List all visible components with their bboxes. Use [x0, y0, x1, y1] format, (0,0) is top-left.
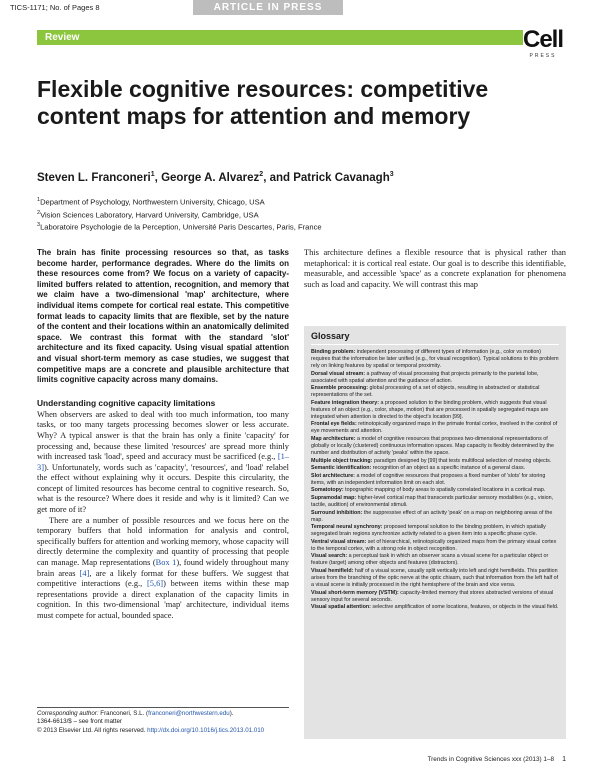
affiliation-text: Laboratoire Psychologie de la Perception, Université Paris Descartes, Paris, France	[40, 222, 322, 232]
left-column	[37, 248, 289, 622]
page-number: 1	[562, 756, 566, 763]
affiliation-mark: 2	[37, 209, 41, 216]
article-in-press-banner: ARTICLE IN PRESS	[193, 0, 343, 15]
body-text: ), found widely throughout many brain areas	[37, 558, 289, 578]
glossary-term: Visual search:	[311, 553, 348, 560]
glossary-definition: a perceptual task in which an observer scans a visual scene for a particular object or feature (target) among other objects and features (distractors).	[311, 553, 549, 567]
affiliation-mark: 1	[37, 197, 41, 203]
doi-link[interactable]: http://dx.doi.org/10.1016/j.tics.2013.01.010	[147, 726, 265, 734]
glossary-definition: retinotopically organized maps in the primate frontal cortex, involved in the control of eye movements and attention.	[311, 421, 558, 435]
author-separator: , and	[263, 171, 294, 184]
glossary-term: Semantic identification:	[311, 465, 372, 472]
reference-link[interactable]: [5,6]	[147, 579, 164, 589]
glossary-term: Somatotopy:	[311, 487, 344, 494]
copyright-text: © 2013 Elsevier Ltd. All rights reserved.	[37, 726, 148, 734]
issn-line: 1364-6613/$ – see front matter	[37, 718, 122, 726]
body-text: ). Unfortunately, words such as 'capacity', 'resources', and 'load' relabel the effect without explaining why it occurs. Despite this circularity, the concept of limited resources has become central to cognitive research. So, what is the resource? Where does it reside and why is it limited? Can we get more of it?	[37, 462, 289, 515]
glossary-item	[311, 524, 559, 538]
glossary-item	[311, 349, 559, 370]
author-list	[37, 171, 394, 184]
author-separator: ,	[154, 171, 162, 184]
cell-press-logo	[519, 28, 567, 59]
glossary-definition: a pathway of visual processing that projects primarily to the parietal lobe, associated with spatial attention and the guidance of action.	[311, 370, 539, 384]
glossary-definition: set of hierarchical, retinotopically organized maps from the primary visual cortex to the temporal cortex, with a strong role in object recognition.	[311, 538, 557, 552]
corresponding-author	[37, 710, 289, 718]
body-paragraph	[37, 410, 289, 516]
glossary-item	[311, 400, 559, 421]
corr-label: Corresponding author:	[37, 710, 99, 717]
body-text: There are a number of possible resources and we focus here on the temporary buffers that hold information for analysis and control, specifically buffers for attention and working memory, whose capacity will directly determine the complexity and quantity of processing that people can manage. Map representations (	[37, 515, 289, 568]
glossary-term: Visual hemifield:	[311, 567, 354, 574]
logo-subtext: PRESS	[529, 53, 557, 59]
glossary-list	[311, 349, 559, 611]
glossary-definition: selective amplification of some locations, features, or objects in the visual field.	[370, 604, 559, 611]
section-heading: Understanding cognitive capacity limitations	[37, 397, 216, 408]
author-name: Steven L. Franconeri	[37, 171, 151, 184]
body-text: When observers are asked to deal with too much information, too many tasks, or too many targets processing becomes slower or less accurate. Why? A typical answer is that the brain has only a finite 'capacity' for processing and, because these limited 'resources' are spread more thinly with increased task 'load', speed and accuracy must be sacrificed (e.g.,	[37, 409, 289, 462]
glossary-term: Visual short-term memory (VSTM):	[311, 589, 399, 596]
right-column	[304, 248, 566, 290]
author-affil-mark: 2	[259, 171, 264, 178]
glossary-definition: a model of cognitive resources that proposes two-dimensional representations of globally or locally (clustered) continuous information spaces. Map capacity is flexibly determined by the number and distribution of activity 'peaks' within the space.	[311, 435, 554, 456]
glossary-item	[311, 568, 559, 589]
glossary-definition: recognition of an object as a specific instance of a general class.	[371, 465, 526, 472]
glossary-term: Dorsal visual stream:	[311, 370, 366, 377]
affiliation	[37, 220, 322, 233]
reference-link[interactable]: [4]	[79, 568, 90, 578]
glossary-definition: a proposed solution to the binding problem, which suggests that visual features of an object (e.g., color, shape, motion) that are processed in spatially segregated maps are integrated when attention is directed to the object's location [99].	[311, 399, 549, 420]
glossary-term: Frontal eye fields:	[311, 421, 357, 428]
glossary-term: Binding problem:	[311, 349, 356, 355]
body-text: , are a likely format for these buffers. We suggest that competitive interactions (e.g.,	[37, 568, 289, 589]
glossary-definition: capacity-limited memory that stores abstracted versions of visual sensory input for several seconds.	[311, 589, 554, 603]
glossary-item	[311, 465, 559, 472]
logo-mark: Cell	[522, 26, 563, 53]
glossary-item	[311, 436, 559, 457]
glossary-definition: global processing of a set of objects, resulting in abstracted or statistical representations of the set.	[311, 385, 540, 399]
glossary-item	[311, 539, 559, 553]
glossary-definition: half of a visual scene, usually split vertically into left and right hemifields. This partition arises from the branching of the optic nerve at the optic chiasm, such that information from the left half of a visual scene is initially processed in the right hemisphere of the brain and vice versa.	[311, 567, 559, 588]
glossary-item	[311, 590, 559, 604]
glossary-item	[311, 510, 559, 524]
glossary-item	[311, 371, 559, 385]
glossary-term: Slot architecture:	[311, 472, 355, 479]
glossary-definition: the suppressive effect of an activity 'peak' on a map on neighboring areas of the map.	[311, 509, 553, 523]
glossary-term: Supramodal map:	[311, 494, 357, 501]
affiliations	[37, 195, 322, 233]
box-link[interactable]: Box 1	[155, 558, 177, 568]
glossary-definition: a model of cognitive resources that proposes a fixed number of 'slots' for storing items, with an independent information limit on each slot.	[311, 472, 546, 486]
footnote	[37, 707, 289, 735]
glossary-definition: proposed temporal solution to the binding problem, in which spatially segregated brain regions synchronize activity related to a given item into a specific phase cycle.	[311, 524, 546, 538]
glossary-definition: higher-level cortical map that transcends particular sensory modalities (e.g., vision, tactile, audition) of environmental stimuli.	[311, 494, 554, 508]
glossary-item	[311, 495, 559, 509]
corr-name: Franconeri, S.L. (	[98, 710, 149, 717]
section-label-bar: Review	[37, 30, 523, 45]
body-paragraph: This architecture defines a flexible resource that is physical rather than metaphorical: it is cortical real estate. Our goal is to describe this identifiable, measurable, and accessible 'space' as a concrete explanation for phenomena such as load and capacity. We will contrast this map	[304, 248, 566, 289]
body-paragraph	[37, 516, 289, 622]
article-meta: TICS-1171; No. of Pages 8	[10, 3, 100, 12]
body-text: ) between items within these map representations provide a direct explanation of the capacity limits in cognition. In this two-dimensional 'map' architecture, individual items must compete for actual, bounded space.	[37, 579, 289, 620]
glossary-item	[311, 421, 559, 435]
glossary-term: Visual spatial attention:	[311, 604, 371, 611]
email-link[interactable]: franconeri@northwestern.edu	[148, 710, 230, 717]
author-name: Patrick Cavanagh	[293, 171, 390, 184]
glossary-term: Multiple object tracking:	[311, 457, 373, 464]
glossary-term: Surround inhibition:	[311, 509, 363, 516]
affiliation	[37, 195, 322, 208]
glossary-definition: independent processing of different types of information (e.g., color vs motion) requires that the information be later unified (e.g., for visual recognition). Typical solutions to this problem rely on linking features by spatial or temporal proximity.	[311, 349, 559, 369]
glossary-title: Glossary	[311, 331, 559, 345]
affiliation-text: Vision Sciences Laboratory, Harvard University, Cambridge, USA	[40, 210, 259, 220]
affiliation-mark: 3	[37, 222, 41, 229]
glossary-term: Ventral visual stream:	[311, 538, 367, 545]
glossary-term: Temporal neural synchrony:	[311, 524, 383, 531]
author-affil-mark: 1	[150, 171, 155, 178]
copyright-line	[37, 727, 289, 735]
glossary-term: Map architecture:	[311, 435, 356, 442]
glossary-box	[304, 326, 566, 739]
reference-link[interactable]: [1–3]	[37, 452, 289, 472]
author-name: George A. Alvarez	[161, 171, 260, 184]
glossary-term: Ensemble processing:	[311, 385, 369, 392]
glossary-definition: paradigm designed by [99] that tests multifocal selection of moving objects.	[372, 457, 552, 464]
journal-citation: Trends in Cognitive Sciences xxx (2013) 1–8	[427, 756, 555, 763]
article-title: Flexible cognitive resources: competitive content maps for attention and memory	[37, 76, 489, 129]
glossary-term: Feature integration theory:	[311, 399, 379, 406]
glossary-item	[311, 473, 559, 487]
affiliation-text: Department of Psychology, Northwestern University, Chicago, USA	[40, 197, 265, 207]
glossary-item	[311, 604, 559, 611]
corr-end: ).	[229, 710, 234, 717]
glossary-item	[311, 487, 559, 494]
abstract: The brain has finite processing resources so that, as tasks become harder, performance degrades. Where do the limits on these resources come from? We focus on a variety of capacity-limited buffers related to attention, recognition, and memory that we claim have a two-dimensional 'map' architecture, where individual items compete for cortical real estate. This competitive format leads to capacity limits that are flexible, set by the nature of the content and their locations within an anatomically delimited space. We contrast this format with the standard 'slot' architecture and its fixed capacity. Using visual spatial attention and visual short-term memory as case studies, we suggest that competitive maps are a concrete and plausible architecture that limits cognitive capacity across many domains.	[37, 248, 289, 385]
page-footer	[428, 756, 566, 763]
glossary-definition: topographic mapping of body areas to spatially correlated locations in a cortical map.	[343, 487, 546, 494]
glossary-item	[311, 553, 559, 567]
affiliation	[37, 208, 322, 221]
glossary-item	[311, 385, 559, 399]
top-bar	[0, 0, 600, 16]
author-affil-mark: 3	[389, 171, 394, 178]
glossary-item	[311, 458, 559, 465]
